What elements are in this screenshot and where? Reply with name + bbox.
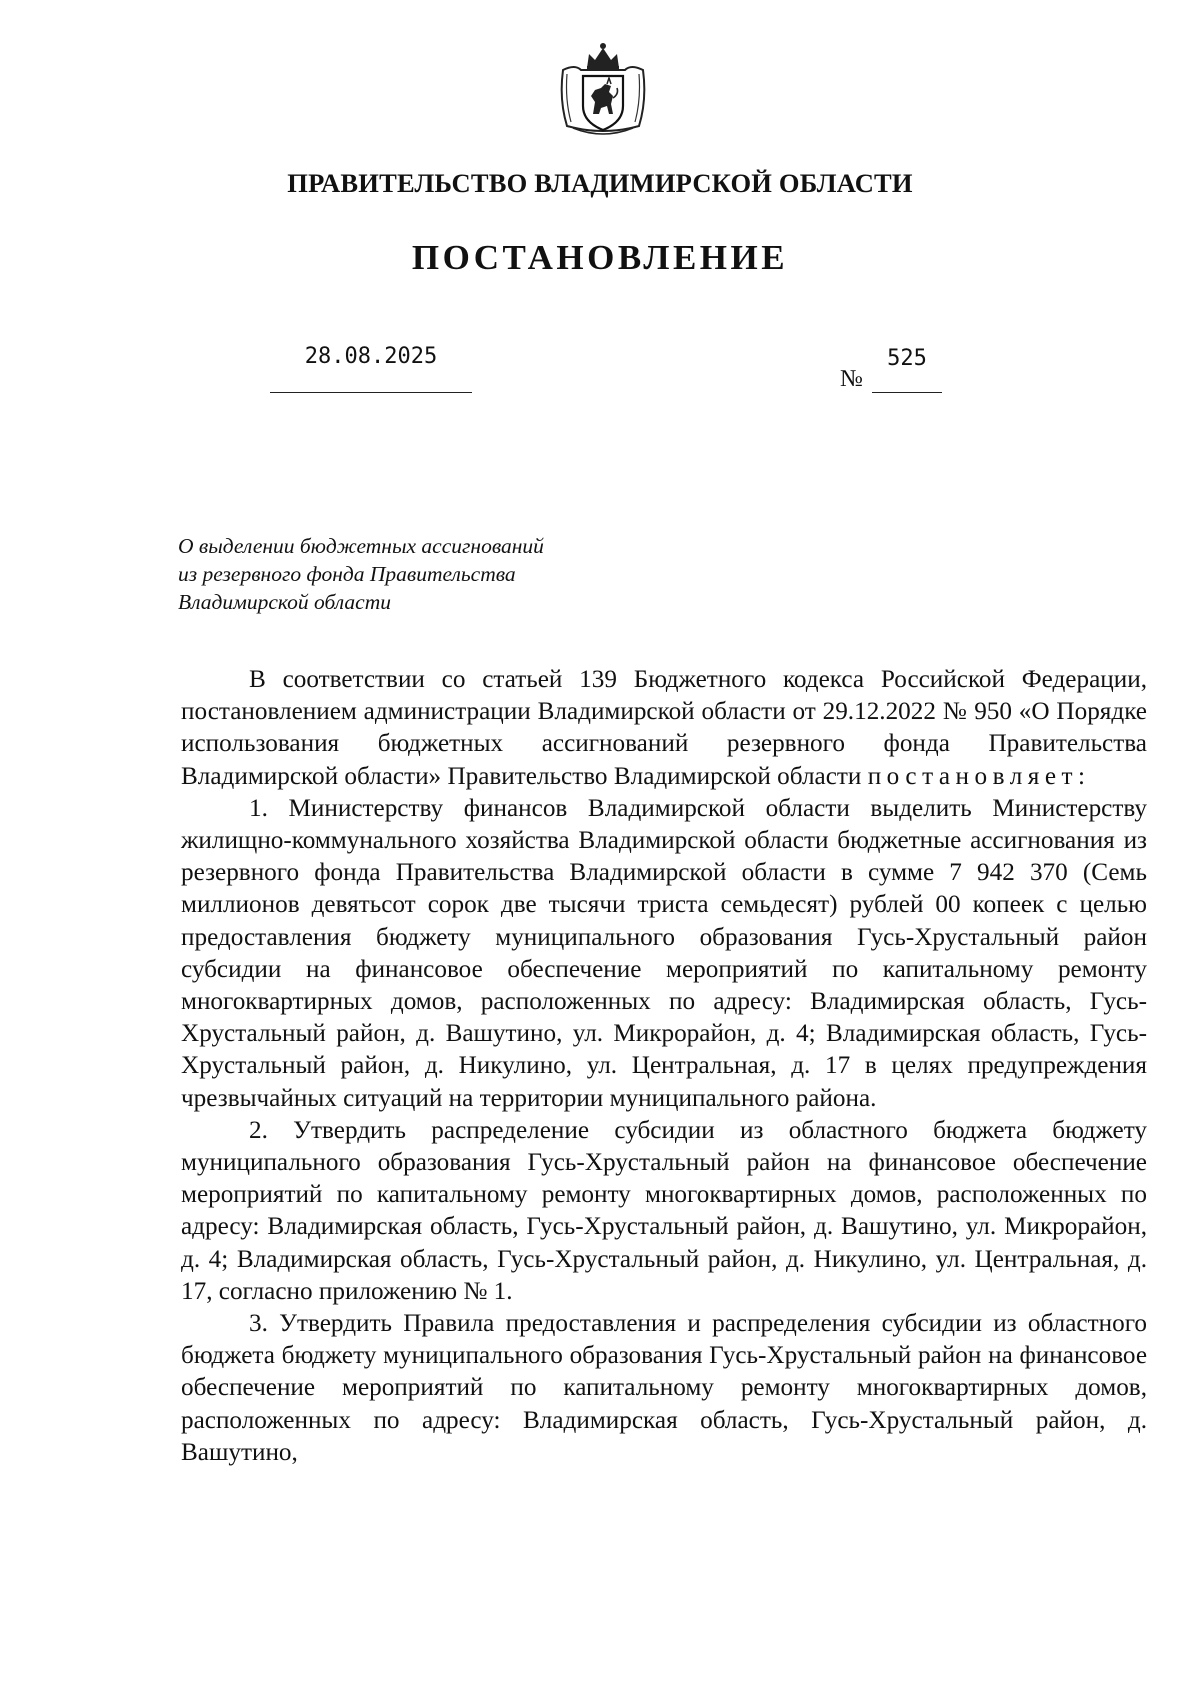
preamble-paragraph: [181, 664, 1147, 793]
date-underline: [270, 392, 472, 393]
document-body: [181, 664, 1147, 1469]
organization-title: ПРАВИТЕЛЬСТВО ВЛАДИМИРСКОЙ ОБЛАСТИ: [287, 168, 913, 198]
subject-line: из резервного фонда Правительства: [178, 562, 516, 586]
document-number: 525: [887, 346, 927, 371]
paragraph-2: 2. Утвердить распределение субсидии из областного бюджета бюджету муниципального образования Гусь-Хрустальный район на финансовое обеспечение мероприятий по капитальному ремонту многоквартирных домов, расположенных по адресу: Владимирская область, Гусь-Хрустальный район, д. Вашутино, ул. Микрорайон, д. 4; Владимирская область, Гусь-Хрустальный район, д. Никулино, ул. Центральная, д. 17, согласно приложению № 1.: [181, 1116, 1147, 1305]
paragraph-3: 3. Утвердить Правила предоставления и распределения субсидии из областного бюджета бюджету муниципального образования Гусь-Хрустальный район на финансовое обеспечение мероприятий по капитальному ремонту многоквартирных домов, расположенных по адресу: Владимирская область, Гусь-Хрустальный район, д. Вашутино,: [181, 1310, 1147, 1466]
subject-line: О выделении бюджетных ассигнований: [178, 534, 544, 558]
document-date: 28.08.2025: [304, 344, 438, 369]
number-sign: №: [840, 366, 863, 392]
paragraph-1: 1. Министерству финансов Владимирской области выделить Министерству жилищно-коммунального хозяйства Владимирской области бюджетные ассигнования из резервного фонда Правительства Владимирской области в сумме 7 942 370 (Семь миллионов девятьсот сорок две тысячи триста семьдесят) рублей 00 копеек с целью предоставления бюджету муниципального образования Гусь-Хрустальный район субсидии на финансовое обеспечение мероприятий по капитальному ремонту многоквартирных домов, расположенных по адресу: Владимирская область, Гусь-Хрустальный район, д. Вашутино, ул. Микрорайон, д. 4; Владимирская область, Гусь-Хрустальный район, д. Никулино, ул. Центральная, д. 17 в целях предупреждения чрезвычайных ситуаций на территории муниципального района.: [181, 794, 1147, 1112]
preamble-text: В соответствии со статьей 139 Бюджетного кодекса Российской Федерации, постановлением администрации Владимирской области от 29.12.2022 № 950 «О Порядке использования бюджетных ассигнований резервного фонда Правительства Владимирской области» Правительство Владимирской области: [181, 666, 1147, 790]
number-underline: [872, 392, 942, 393]
document-subject: [178, 532, 544, 616]
decree-word: постановляет:: [867, 762, 1091, 790]
document-type: ПОСТАНОВЛЕНИЕ: [411, 238, 789, 277]
subject-line: Владимирской области: [178, 590, 391, 614]
coat-of-arms-icon: [557, 40, 649, 140]
